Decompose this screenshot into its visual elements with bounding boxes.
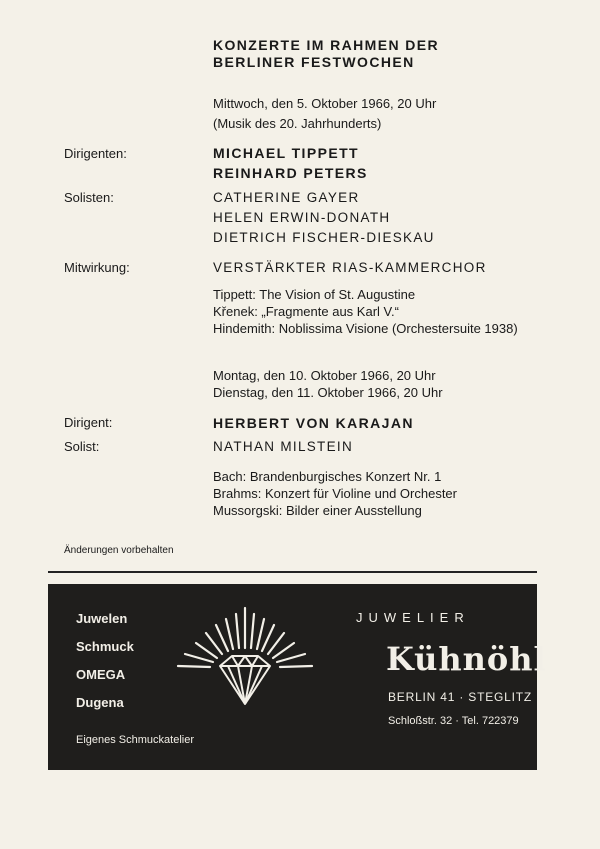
diamond-icon [160, 600, 330, 710]
program-item: Křenek: „Fragmente aus Karl V.“ [213, 304, 399, 319]
ad-item: OMEGA [76, 667, 126, 682]
ad-item: Schmuck [76, 639, 134, 654]
program-item: Mussorgski: Bilder einer Ausstellung [213, 503, 422, 518]
conductor-name: HERBERT VON KARAJAN [213, 415, 414, 431]
jeweler-advertisement [48, 584, 547, 770]
program-item: Tippett: The Vision of St. Augustine [213, 287, 416, 302]
ad-city: BERLIN 41 · STEGLITZ [388, 690, 533, 704]
program-item: Bach: Brandenburgisches Konzert Nr. 1 [213, 469, 442, 484]
ad-item: Juwelen [76, 611, 128, 626]
concert-1-date: Mittwoch, den 5. Oktober 1966, 20 Uhr [213, 96, 437, 111]
soloist-label: Solist: [64, 439, 100, 454]
choir-name: VERSTÄRKTER RIAS-KAMMERCHOR [213, 260, 487, 275]
ad-juwelier: JUWELIER [356, 610, 470, 625]
soloist-name: NATHAN MILSTEIN [213, 439, 354, 454]
ad-address: Schloßstr. 32 · Tel. 722379 [388, 715, 519, 727]
disclaimer: Änderungen vorbehalten [64, 545, 174, 556]
conductors-label: Dirigenten: [64, 146, 127, 161]
soloists-label: Solisten: [64, 190, 114, 205]
title-line-2: BERLINER FESTWOCHEN [213, 54, 415, 70]
soloist-name: CATHERINE GAYER [213, 190, 360, 205]
title-line-1: KONZERTE IM RAHMEN DER [213, 37, 440, 53]
participation-label: Mitwirkung: [64, 260, 130, 275]
concert-1-note: (Musik des 20. Jahrhunderts) [213, 116, 382, 131]
concert-2-date: Montag, den 10. Oktober 1966, 20 Uhr [213, 368, 436, 383]
conductor-name: REINHARD PETERS [213, 165, 368, 181]
ad-brand-logo: Kühnöhl [386, 640, 547, 678]
ad-item: Dugena [76, 695, 124, 710]
conductor-label: Dirigent: [64, 415, 113, 430]
program-item: Brahms: Konzert für Violine und Orchester [213, 486, 457, 501]
soloist-name: HELEN ERWIN-DONATH [213, 210, 391, 225]
divider [48, 571, 537, 573]
soloist-name: DIETRICH FISCHER-DIESKAU [213, 230, 435, 245]
concert-2-date: Dienstag, den 11. Oktober 1966, 20 Uhr [213, 385, 443, 400]
ad-atelier: Eigenes Schmuckatelier [76, 734, 195, 746]
conductor-name: MICHAEL TIPPETT [213, 145, 359, 161]
program-item: Hindemith: Noblissima Visione (Orchestersuite 1938) [213, 321, 518, 336]
